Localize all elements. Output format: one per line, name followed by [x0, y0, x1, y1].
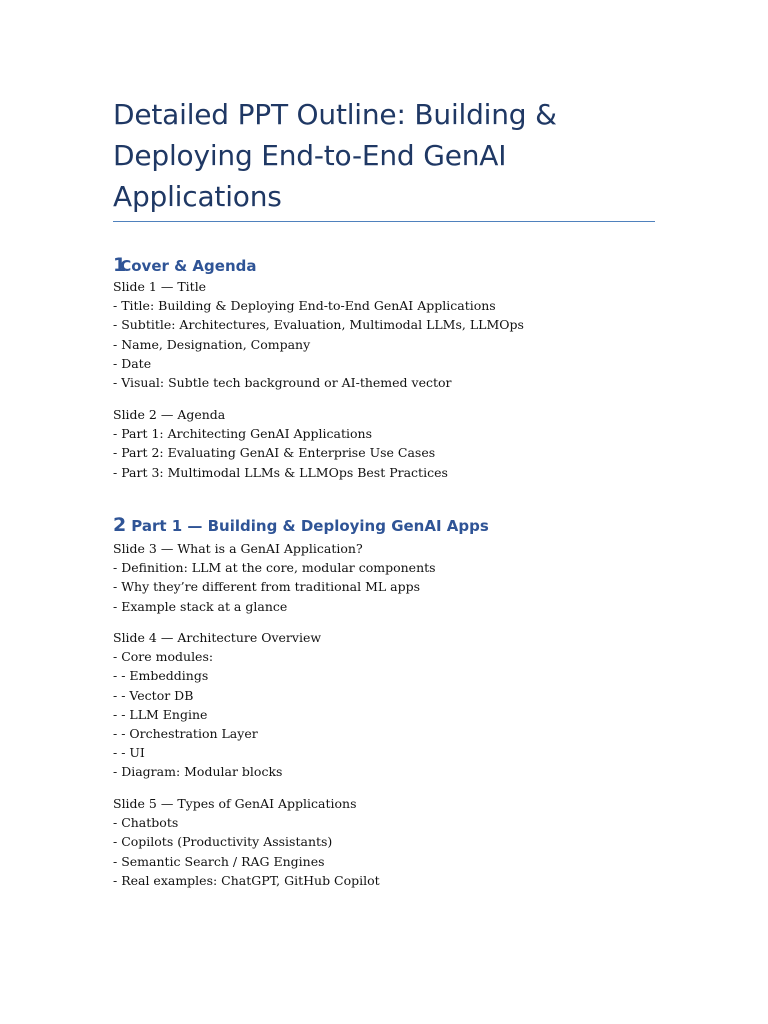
bullet-line: - Diagram: Modular blocks: [113, 764, 283, 780]
slide-5-block: [113, 794, 380, 890]
slide-2-block: [113, 405, 448, 482]
document-title: Detailed PPT Outline: Building & Deploying End-to-End GenAI Applications: [113, 98, 557, 213]
title-underline-rule: [113, 221, 655, 222]
section-heading-part-1: [113, 515, 489, 536]
slide-heading-line: Slide 4 — Architecture Overview: [113, 630, 322, 645]
bullet-line: - Name, Designation, Company: [113, 336, 311, 352]
slide-heading-line: Slide 5 — Types of GenAI Applications: [113, 796, 357, 811]
bullet-line: - Real examples: ChatGPT, GitHub Copilot: [113, 872, 380, 888]
bullet-line: - Part 1: Architecting GenAI Applications: [113, 426, 372, 442]
section-heading-text: Cover & Agenda: [120, 257, 257, 275]
bullet-line: - Part 2: Evaluating GenAI & Enterprise Use Cases: [113, 445, 436, 461]
slide-heading-line: Slide 1 — Title: [113, 279, 207, 294]
slide-1-block: [113, 277, 524, 392]
section-number: 2: [113, 514, 127, 536]
slide-4-block: [113, 628, 321, 782]
bullet-line: - Date: [113, 355, 152, 371]
bullet-line: - - Embeddings: [113, 668, 209, 684]
bullet-line: - Part 3: Multimodal LLMs & LLMOps Best Practices: [113, 464, 448, 480]
bullet-line: - Copilots (Productivity Assistants): [113, 834, 333, 850]
section-number: 1: [113, 254, 121, 276]
bullet-line: - Semantic Search / RAG Engines: [113, 853, 325, 869]
bullet-line: - Chatbots: [113, 815, 179, 831]
bullet-line: - Core modules:: [113, 649, 214, 665]
bullet-line: - Subtitle: Architectures, Evaluation, Multimodal LLMs, LLMOps: [113, 317, 524, 333]
bullet-line: - - Orchestration Layer: [113, 725, 258, 741]
slide-heading-line: Slide 2 — Agenda: [113, 407, 226, 422]
section-heading-cover-agenda: [113, 255, 256, 276]
bullet-line: - Definition: LLM at the core, modular components: [113, 560, 436, 576]
slide-heading-line: Slide 3 — What is a GenAI Application?: [113, 541, 363, 556]
bullet-line: - Example stack at a glance: [113, 598, 288, 614]
section-heading-text: Part 1 — Building & Deploying GenAI Apps: [131, 517, 489, 535]
bullet-line: - Visual: Subtle tech background or AI-themed vector: [113, 374, 452, 390]
bullet-line: - - LLM Engine: [113, 706, 208, 722]
slide-3-block: [113, 539, 436, 616]
bullet-line: - - UI: [113, 745, 145, 761]
bullet-line: - - Vector DB: [113, 687, 194, 703]
bullet-line: - Why they’re different from traditional ML apps: [113, 579, 421, 595]
bullet-line: - Title: Building & Deploying End-to-End GenAI Applications: [113, 298, 496, 314]
